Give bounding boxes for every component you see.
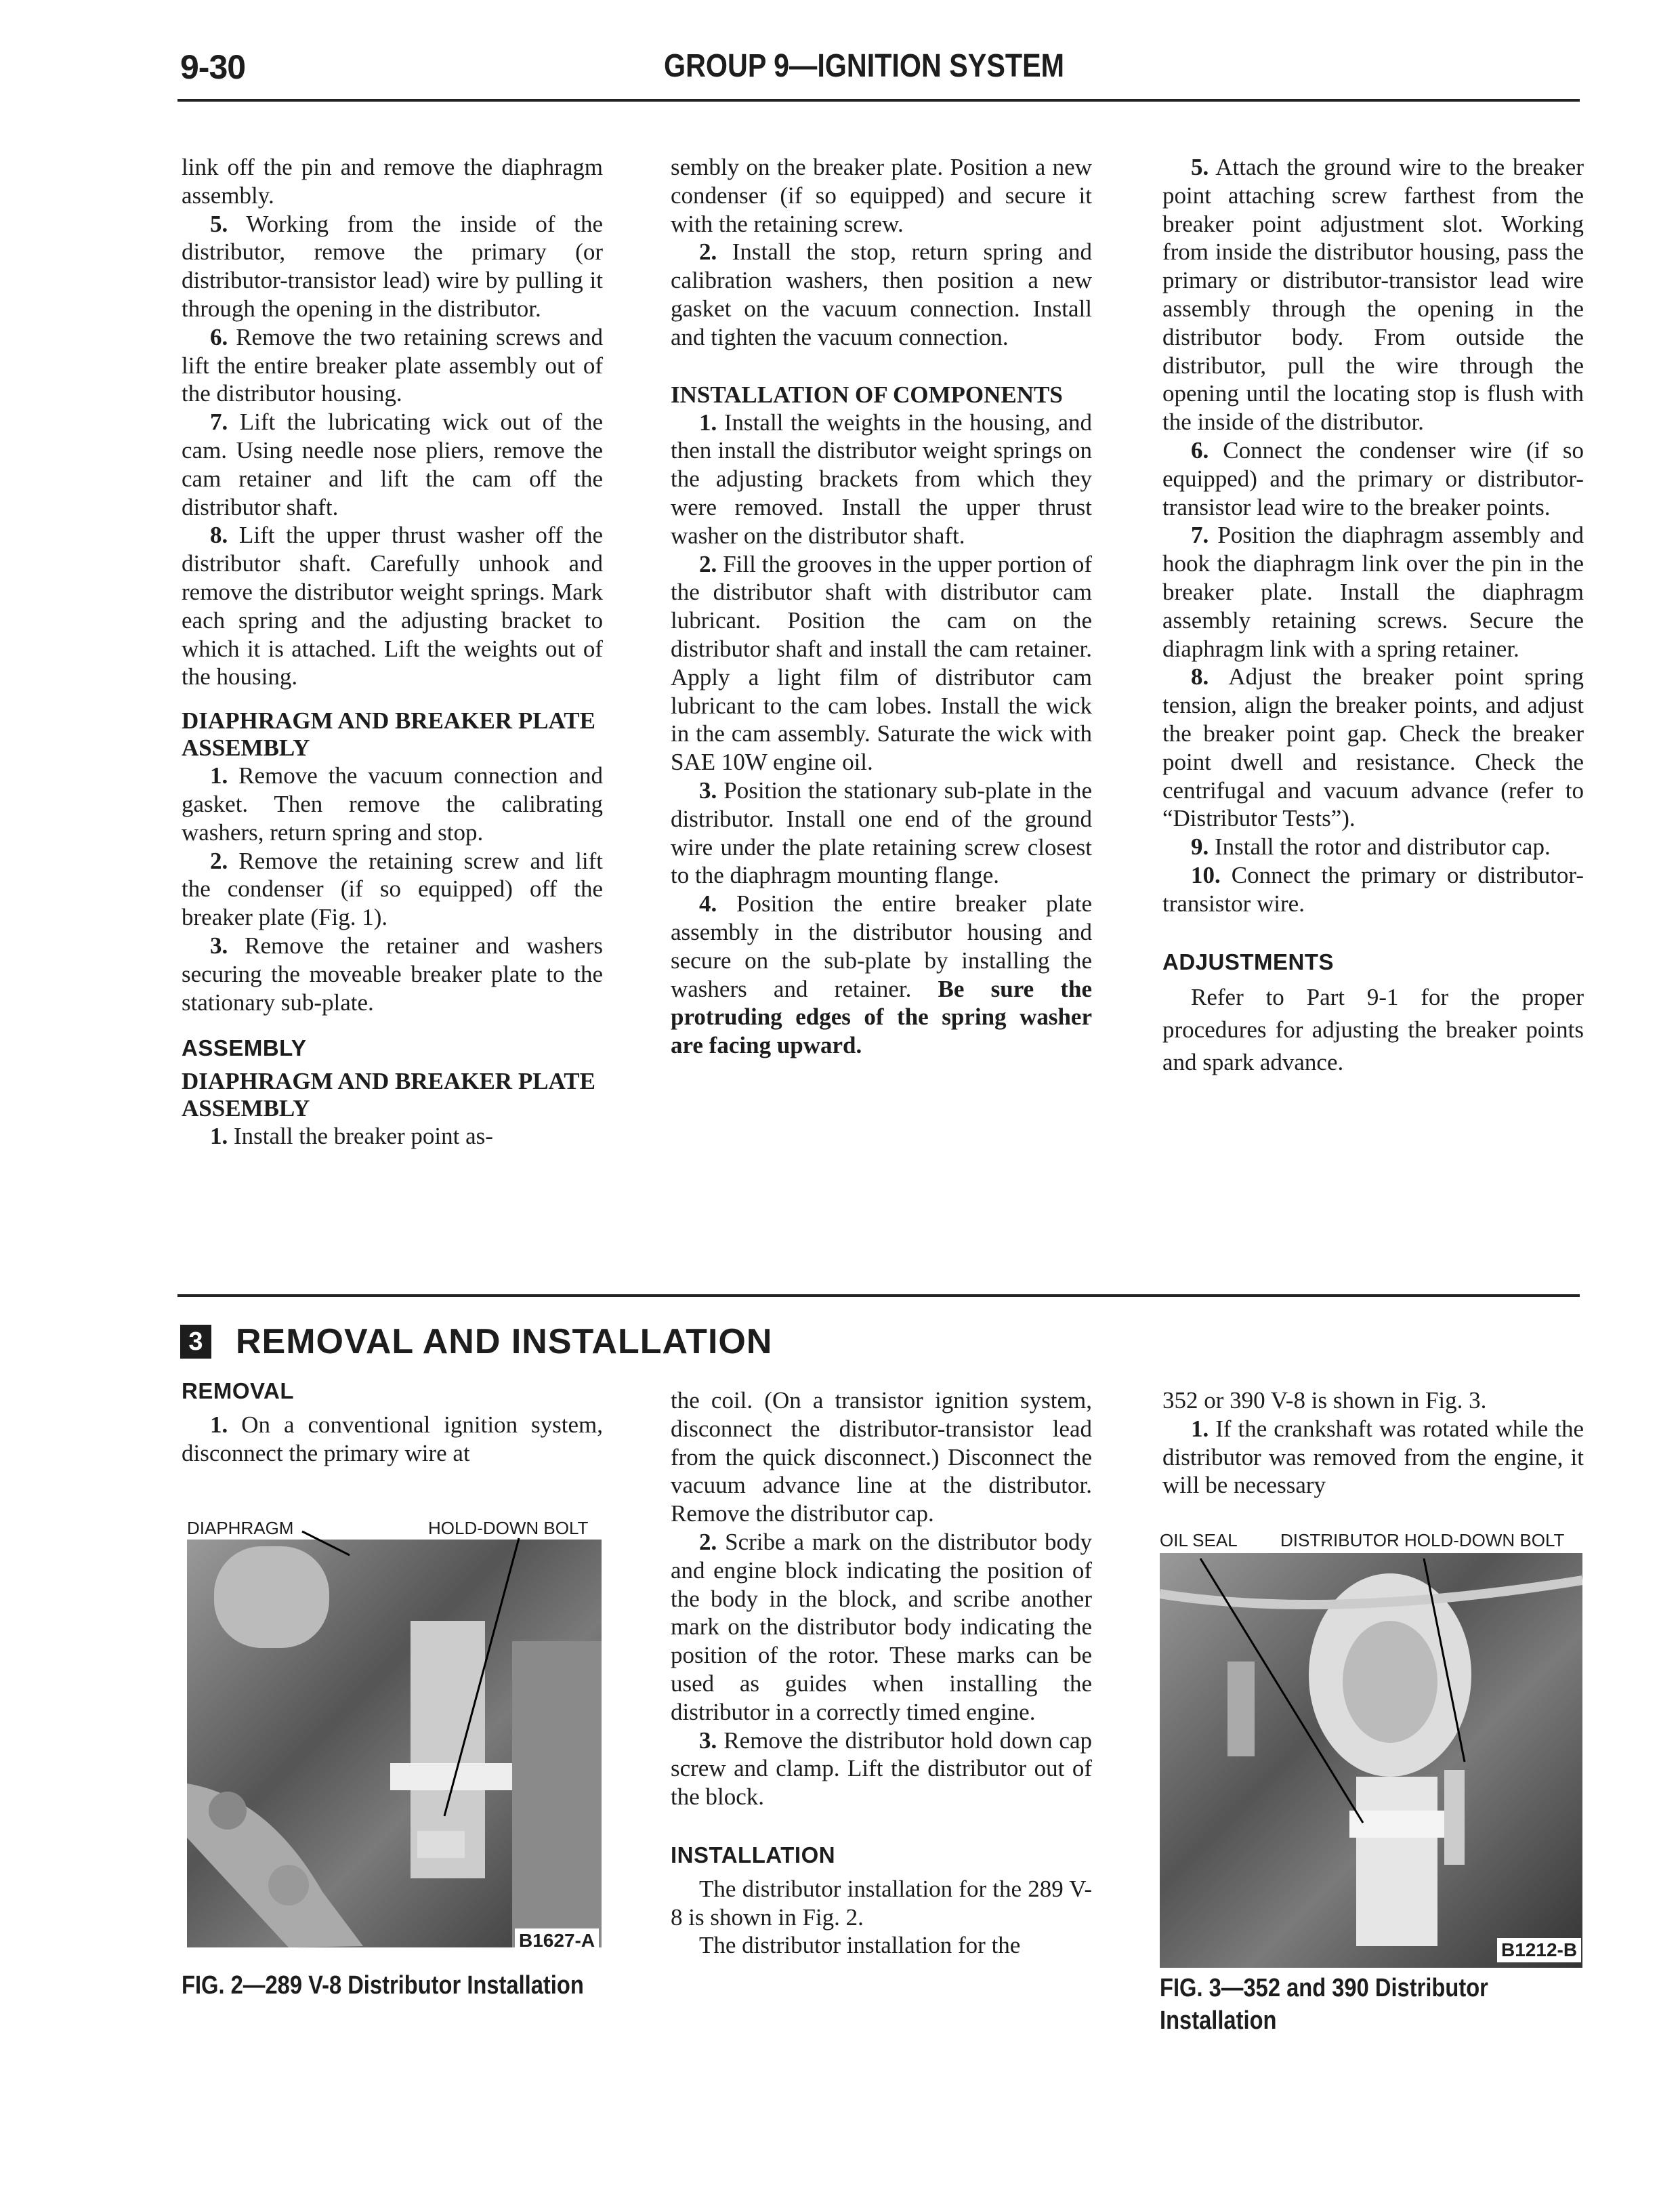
step-number: 1. [210,1411,228,1438]
section-subheading: REMOVAL [182,1378,295,1403]
paragraph [182,408,603,521]
paragraph-text: Position the stationary sub-plate in the distributor. Install one end of the ground wire under the plate retaining screw closest to the diaphragm mounting flange. [671,777,1093,889]
paragraph-text: Fill the grooves in the upper portion of the distributor shaft with distributor cam lubricant. Position the cam on the distributor shaft and install the cam retainer. Apply a light film of distributor cam lubricant to the cam lobes. Install the wick in the cam assembly. Saturate the wick with SAE 10W engine oil. [671,550,1092,776]
paragraph-text: Adjust the breaker point spring tension, align the breaker points, and adjust the breaker point gap. Check the breaker point dwell and resistance. Check the centrifugal and vacuum advance (refer to “Distributor Tests”). [1162,663,1584,832]
section-subheading: ASSEMBLY [182,1035,307,1061]
top-column-2 [671,153,1092,1060]
figure-3-leader-lines [1160,1545,1582,1843]
paragraph-text: Install the rotor and distributor cap. [1215,833,1551,861]
bottom-column-1 [182,1377,603,1467]
paragraph-text: Lift the upper thrust washer off the distributor shaft. Carefully unhook and remove the distributor weight springs. Mark each spring and the adjusting bracket to which it is attached. Lift the weights out of the housing. [182,522,603,690]
section-heading [180,1321,772,1362]
top-column-3 [1162,153,1584,1079]
step-number: 2. [699,1528,717,1555]
step-number: 7. [210,409,228,436]
step-number: 1. [699,409,717,436]
paragraph [671,777,1092,890]
paragraph [182,521,603,691]
paragraph-text: sembly on the breaker plate. Position a new condenser (if so equipped) and secure it with the retaining screw. [671,154,1092,237]
paragraph-text: Remove the distributor hold down cap screw and clamp. Lift the distributor out of the block. [671,1727,1093,1811]
figure-label-distributor-hold-down-bolt: DISTRIBUTOR HOLD-DOWN BOLT [1280,1530,1565,1550]
paragraph-text: Connect the condenser wire (if so equipped) and the primary or distributor-transistor lead wire to the breaker points. [1162,436,1584,520]
paragraph [671,153,1092,238]
step-number: 9. [1191,833,1209,861]
paragraph-text: Position the entire breaker plate assembly in the distributor housing and secure on the sub-plate by installing the washers and retainer. [671,890,1093,1002]
paragraph [1162,833,1584,861]
section-number-badge: 3 [180,1325,211,1359]
figure-2-caption: FIG. 2—289 V-8 Distributor Installation [182,1971,584,2000]
paragraph-text: Scribe a mark on the distributor body and engine block indicating the position of the body in the block, and scribe another mark on the distributor body indicating the position of the rotor. These marks can be used as guides when installing the distributor in a correctly timed engine. [671,1528,1093,1725]
paragraph [1162,1386,1584,1415]
section-subheading: INSTALLATION [671,1842,836,1867]
paragraph [182,1122,603,1151]
step-number: 3. [210,932,228,959]
paragraph [671,409,1092,550]
paragraph [671,238,1092,351]
paragraph [182,323,603,408]
paragraph [671,1931,1092,1960]
bottom-column-2 [671,1386,1092,1960]
paragraph [671,550,1092,777]
paragraph [182,932,603,1016]
step-number: 10. [1191,861,1221,888]
paragraph [671,890,1092,1060]
step-number: 6. [210,323,228,350]
paragraph-text: Remove the retaining screw and lift the condenser (if so equipped) off the breaker plate (Fig. 1). [182,847,604,931]
section-subheading: INSTALLATION OF COMPONENTS [671,381,1063,408]
figure-label-hold-down-bolt: HOLD-DOWN BOLT [428,1518,589,1538]
paragraph [671,1727,1092,1811]
bottom-column-3 [1162,1386,1584,1500]
paragraph [1162,521,1584,663]
paragraph-text: The distributor installation for the [699,1932,1021,1959]
paragraph-text: The distributor installation for the 289 V-8 is shown in Fig. 2. [671,1875,1092,1931]
paragraph [182,210,603,323]
top-column-1 [182,153,603,1151]
paragraph [182,762,603,846]
paragraph [1162,436,1584,521]
section-subheading: DIAPHRAGM AND BREAKER PLATE ASSEMBLY [182,1068,595,1122]
paragraph [182,153,603,210]
paragraph [1162,153,1584,436]
step-number: 3. [699,1727,717,1754]
figure-label-oil-seal: OIL SEAL [1160,1530,1238,1550]
paragraph [1162,861,1584,918]
step-number: 4. [699,890,717,917]
paragraph-text: Working from the inside of the distributor, remove the primary (or distributor-transistor lead) wire by pulling it through the opening in the distributor. [182,210,603,322]
page-title: GROUP 9—IGNITION SYSTEM [664,48,1065,84]
section-title: REMOVAL AND INSTALLATION [236,1322,773,1361]
paragraph-text: On a conventional ignition system, disconnect the primary wire at [182,1411,604,1466]
caution-text: Be sure the protruding edges of the spring washer are facing upward. [671,975,1092,1059]
paragraph-text: Install the stop, return spring and calibration washers, then position a new gasket on the vacuum connection. Install and tighten the vacuum connection. [671,239,1092,350]
step-number: 1. [1191,1415,1209,1442]
header-rule [177,99,1580,102]
paragraph-text: Lift the lubricating wick out of the cam. Using needle nose pliers, remove the cam retainer and lift the cam off the distributor shaft. [182,409,603,520]
paragraph [671,1528,1092,1727]
paragraph [671,1386,1092,1528]
paragraph-text: If the crankshaft was rotated while the distributor was removed from the engine, it will be necessary [1162,1415,1584,1499]
paragraph-text: the coil. (On a transistor ignition system, disconnect the distributor-transistor lead from the quick disconnect.) Disconnect the vacuum advance line at the distributor. Remove the distributor cap. [671,1387,1092,1527]
paragraph-text: Remove the two retaining screws and lift the entire breaker plate assembly out of the distributor housing. [182,323,603,407]
section-subheading: ADJUSTMENTS [1162,949,1335,974]
paragraph-text: Attach the ground wire to the breaker point attaching screw farthest from the breaker point adjustment slot. Working from inside the distributor housing, pass the primary or distributor-transistor lead wire assembly through the opening in the distributor body. From outside the distributor, pull the wire through the opening until the locating stop is flush with the inside of the distributor. [1162,154,1584,436]
paragraph-text: Refer to Part 9-1 for the proper procedures for adjusting the breaker points and spark advance. [1162,984,1584,1076]
paragraph-text: Connect the primary or distributor-transistor wire. [1162,861,1584,917]
paragraph [1162,981,1584,1079]
paragraph-text: Install the weights in the housing, and then install the distributor weight springs on the adjusting brackets from which they were removed. Install the upper thrust washer on the distributor shaft. [671,409,1093,549]
step-number: 1. [210,762,228,789]
step-number: 2. [699,239,717,266]
paragraph [671,1875,1092,1932]
step-number: 1. [210,1123,228,1150]
paragraph [1162,663,1584,833]
paragraph-text: Position the diaphragm assembly and hook the diaphragm link over the pin in the breaker plate. Install the diaphragm assembly retaining screws. Secure the diaphragm link with a spring retainer. [1162,522,1584,662]
step-number: 2. [210,847,228,874]
paragraph-text: Remove the vacuum connection and gasket. Then remove the calibrating washers, return spring and stop. [182,762,604,846]
paragraph-text: Install the breaker point as- [234,1123,493,1150]
step-number: 7. [1191,522,1209,549]
paragraph [182,1411,603,1468]
figure-2-leader-lines [187,1518,607,1830]
step-number: 5. [210,210,228,237]
paragraph [182,847,603,932]
figure-2-code: B1627-A [515,1928,599,1953]
section-subheading: DIAPHRAGM AND BREAKER PLATE ASSEMBLY [182,707,595,762]
step-number: 5. [1191,154,1209,180]
figure-label-diaphragm: DIAPHRAGM [187,1518,294,1538]
step-number: 6. [1191,436,1209,463]
figure-3-code: B1212-B [1497,1938,1581,1962]
page-number: 9-30 [180,48,246,86]
figure-3-caption: FIG. 3—352 and 390 Distributor Installation [1160,1974,1488,2035]
step-number: 2. [699,550,717,577]
step-number: 3. [699,777,717,804]
paragraph [1162,1415,1584,1500]
paragraph-text: 352 or 390 V-8 is shown in Fig. 3. [1162,1387,1487,1413]
paragraph-text: Remove the retainer and washers securing the moveable breaker plate to the stationary sub-plate. [182,932,603,1016]
section-rule [177,1294,1580,1297]
step-number: 8. [1191,663,1209,690]
step-number: 8. [210,522,228,549]
paragraph-text: link off the pin and remove the diaphragm assembly. [182,154,603,209]
